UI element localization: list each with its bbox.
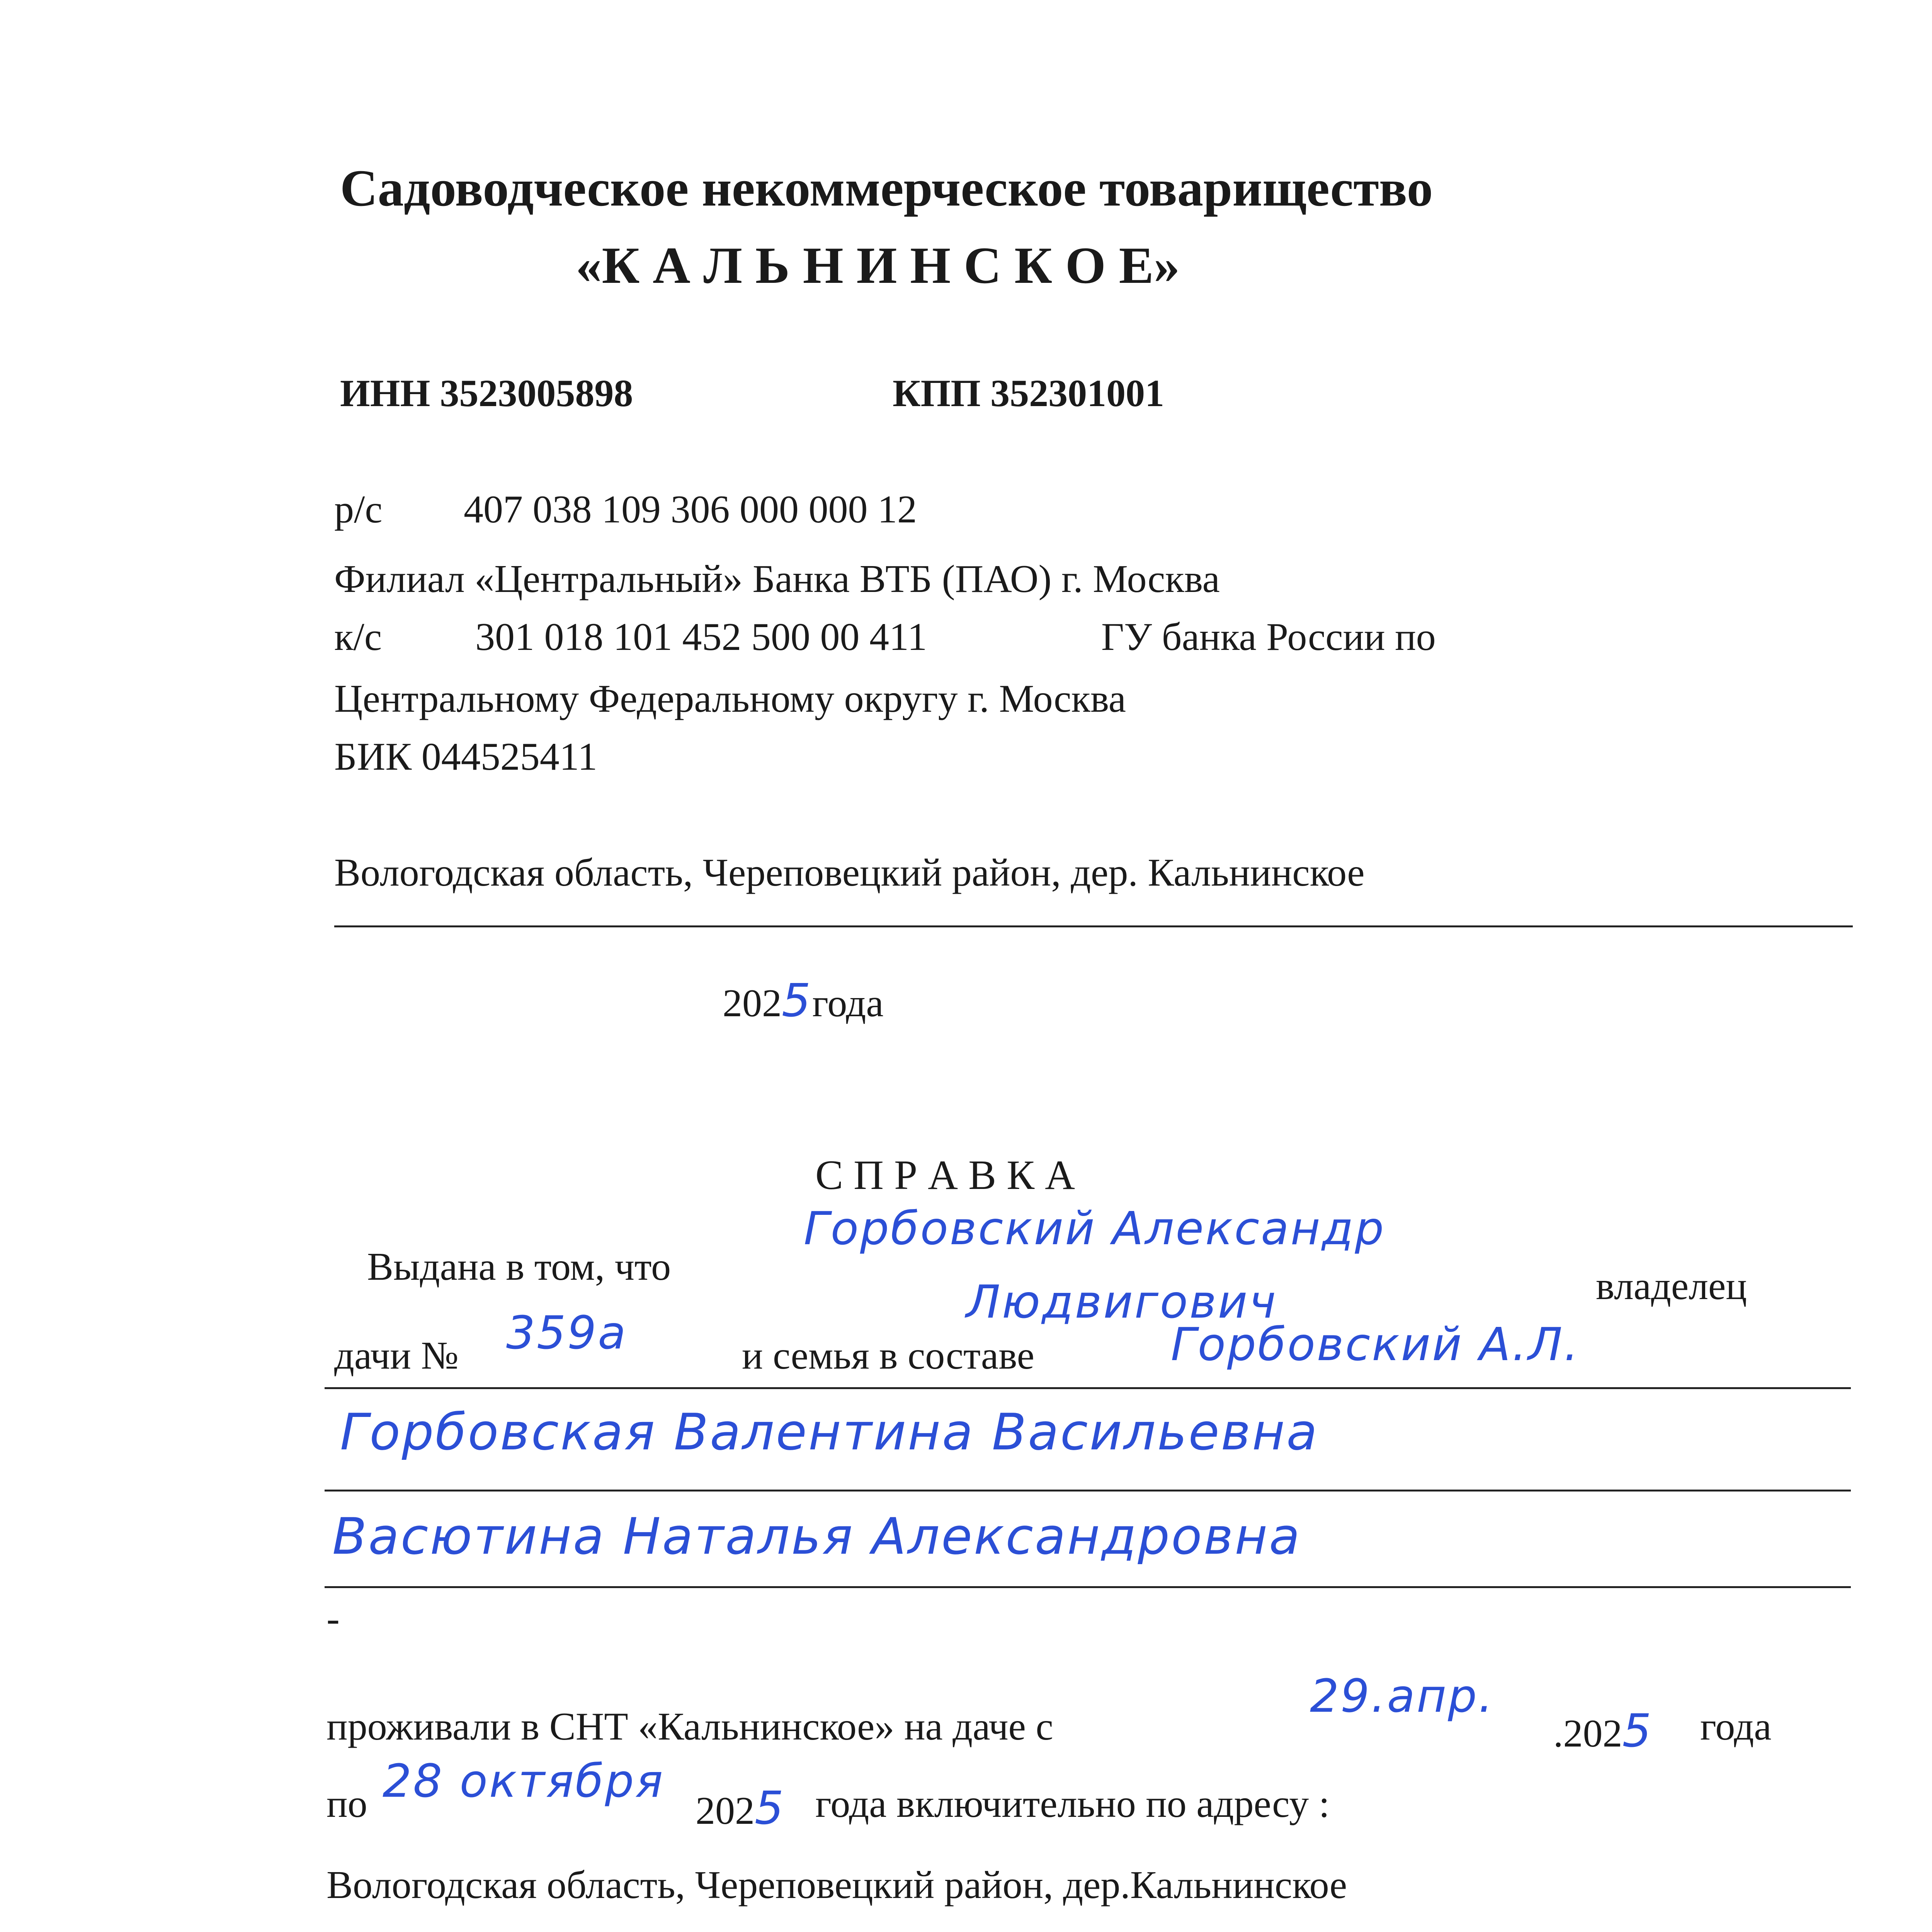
date-year-prefix: 202 [723, 981, 782, 1025]
family-hand-1: Горбовский А.Л. [1171, 1318, 1580, 1371]
bank-name: Филиал «Центральный» Банка ВТБ (ПАО) г. Москва [334, 557, 1220, 601]
owner-name-hand-2: Людвигович [966, 1275, 1278, 1328]
document-title: С П Р А В К А [815, 1152, 1075, 1198]
inn: ИНН 3523005898 [340, 372, 633, 415]
rs-label: р/с [334, 488, 383, 531]
dacha-number-hand: 359а [506, 1306, 628, 1359]
rs-number: 407 038 109 306 000 000 12 [464, 488, 917, 531]
date-suffix: года [812, 981, 884, 1025]
date-year-hand: 5 [782, 974, 813, 1027]
family-hand-2: Горбовская Валентина Васильевна [340, 1403, 1319, 1461]
date-line [723, 974, 884, 1027]
from-year [1553, 1704, 1653, 1757]
to-suffix: года включительно по адресу : [815, 1782, 1330, 1826]
ks-bank-part2: Центральному Федеральному округу г. Москва [334, 677, 1126, 721]
family-underline-1 [325, 1387, 1851, 1389]
bik: БИК 044525411 [334, 735, 597, 779]
owner-name-hand-1: Горбовский Александр [804, 1202, 1386, 1255]
family-underline-2 [325, 1490, 1851, 1492]
ks-number: 301 018 101 452 500 00 411 [475, 615, 927, 659]
family-underline-3 [325, 1586, 1851, 1588]
org-name-line2: «К А Л Ь Н И Н С К О Е» [576, 237, 1180, 294]
to-label: по [327, 1782, 367, 1826]
from-date-hand: 29.апр. [1310, 1669, 1495, 1723]
to-year-prefix: 202 [696, 1789, 755, 1833]
family-hand-3: Васютина Наталья Александровна [332, 1507, 1301, 1566]
dacha-label: дачи № [334, 1334, 459, 1378]
address-line-1: Вологодская область, Череповецкий район, дер.Кальнинское [327, 1863, 1347, 1907]
family-label: и семья в составе [742, 1334, 1035, 1378]
from-year-suffix: года [1700, 1705, 1772, 1748]
lived-label: проживали в СНТ «Кальнинское» на даче с [327, 1705, 1053, 1748]
ks-bank-part1: ГУ банка России по [1101, 615, 1436, 659]
dash-mark: - [327, 1597, 340, 1640]
to-year-hand: 5 [755, 1781, 786, 1835]
from-year-hand: 5 [1622, 1704, 1653, 1757]
kpp: КПП 352301001 [893, 372, 1165, 415]
to-year [696, 1781, 785, 1835]
issued-label: Выдана в том, что [367, 1245, 671, 1289]
to-date-hand: 28 октября [383, 1754, 665, 1808]
address-underline [334, 925, 1853, 927]
org-address: Вологодская область, Череповецкий район, дер. Кальнинское [334, 851, 1365, 895]
from-year-prefix: .202 [1553, 1712, 1622, 1755]
owner-label: владелец [1596, 1264, 1747, 1308]
org-name-line1: Садоводческое некоммерческое товарищество [340, 160, 1433, 217]
ks-label: к/с [334, 615, 382, 659]
